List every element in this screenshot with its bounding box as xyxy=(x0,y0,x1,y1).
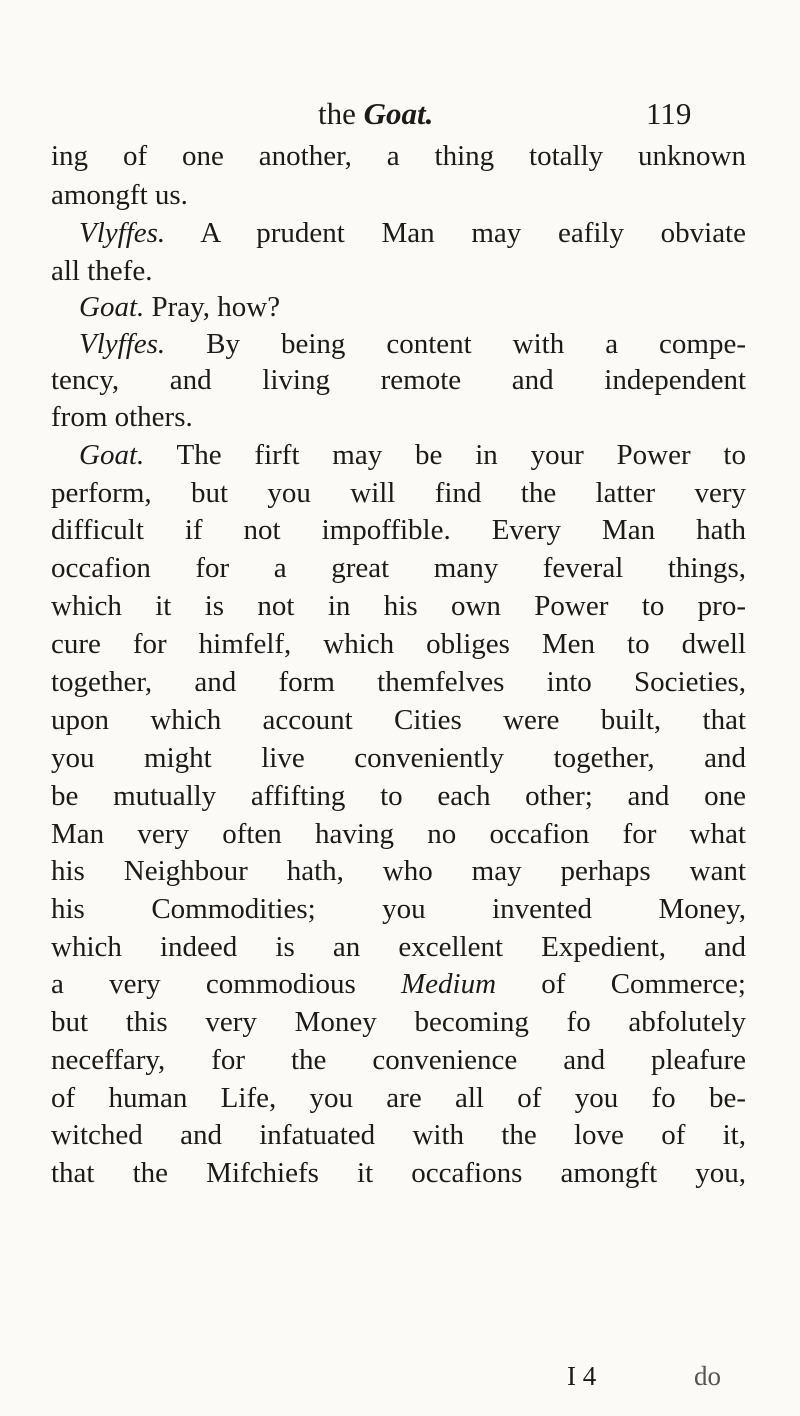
line-text: upon which account Cities were built, that xyxy=(51,704,746,736)
text-line xyxy=(51,778,746,814)
line-text: The firft may be in your Power to xyxy=(144,439,746,471)
line-text: which indeed is an excellent Expedient, and xyxy=(51,931,746,963)
page-number: 119 xyxy=(646,96,692,131)
text-line xyxy=(51,1155,746,1191)
text-line xyxy=(51,702,746,738)
line-text: A prudent Man may eafily obviate xyxy=(165,217,746,249)
text-line xyxy=(51,399,193,435)
running-head-title: Goat. xyxy=(363,96,434,131)
line-text: By being content with a compe- xyxy=(165,328,746,360)
text-line xyxy=(79,326,746,362)
line-text: Man very often having no occafion for what xyxy=(51,818,746,850)
text-line xyxy=(51,1042,746,1078)
running-head-prefix: the xyxy=(318,96,356,131)
line-text: together, and form themfelves into Societies, xyxy=(51,666,746,698)
text-line xyxy=(79,215,746,251)
line-text: which it is not in his own Power to pro- xyxy=(51,590,746,622)
text-line xyxy=(79,289,280,325)
text-line xyxy=(51,626,746,662)
catchword: do xyxy=(694,1361,721,1391)
line-text: difficult if not impoffible. Every Man hath xyxy=(51,514,746,546)
text-line xyxy=(51,891,746,927)
text-line xyxy=(51,588,746,624)
line-text: all thefe. xyxy=(51,255,153,287)
text-line xyxy=(51,138,746,174)
text-line xyxy=(51,177,188,213)
line-text: a very commodious xyxy=(51,968,401,1000)
text-line xyxy=(51,512,746,548)
line-text: Pray, how? xyxy=(144,291,281,323)
text-line xyxy=(79,437,746,473)
text-line xyxy=(51,1080,746,1116)
text-line xyxy=(51,253,152,289)
emphasis-text: Medium xyxy=(401,968,497,1000)
line-text: be mutually affifting to each other; and one xyxy=(51,780,746,812)
text-line xyxy=(51,550,746,586)
line-text: you might live conveniently together, and xyxy=(51,742,746,774)
text-line xyxy=(51,853,746,889)
speaker-name: Goat. xyxy=(79,291,145,323)
line-text: tency, and living remote and independent xyxy=(51,364,746,396)
text-line xyxy=(51,664,746,700)
line-text: perform, but you will find the latter very xyxy=(51,477,746,509)
text-line xyxy=(51,966,746,1002)
signature-mark: I 4 xyxy=(567,1361,597,1391)
line-text: his Commodities; you invented Money, xyxy=(51,893,746,925)
line-text: amongft us. xyxy=(51,179,188,211)
line-text: witched and infatuated with the love of it, xyxy=(51,1119,746,1151)
text-line xyxy=(51,362,746,398)
text-line xyxy=(51,740,746,776)
text-line xyxy=(51,929,746,965)
line-text: of human Life, you are all of you fo be- xyxy=(51,1082,746,1114)
speaker-name: Goat. xyxy=(79,439,145,471)
speaker-name: Vlyffes. xyxy=(79,217,166,249)
line-text: but this very Money becoming fo abfolutely xyxy=(51,1006,746,1038)
line-text: of Commerce; xyxy=(496,968,746,1000)
line-text: cure for himfelf, which obliges Men to dwell xyxy=(51,628,746,660)
speaker-name: Vlyffes. xyxy=(79,328,166,360)
text-line xyxy=(51,1004,746,1040)
text-line xyxy=(51,475,746,511)
text-line xyxy=(51,1117,746,1153)
line-text: occafion for a great many feveral things, xyxy=(51,552,746,584)
line-text: his Neighbour hath, who may perhaps want xyxy=(51,855,746,887)
text-line xyxy=(51,816,746,852)
line-text: neceffary, for the convenience and pleafure xyxy=(51,1044,746,1076)
line-text: that the Mifchiefs it occafions amongft you, xyxy=(51,1157,746,1189)
line-text: ing of one another, a thing totally unknown xyxy=(51,140,746,172)
line-text: from others. xyxy=(51,401,193,433)
